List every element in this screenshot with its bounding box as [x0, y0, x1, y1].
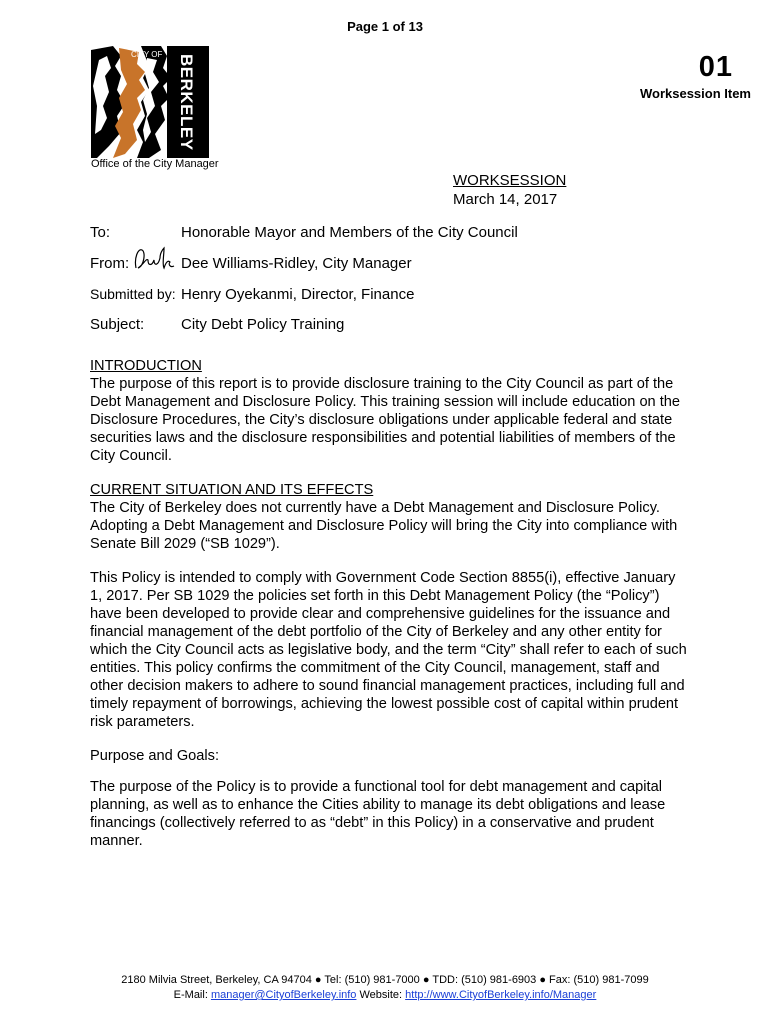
purpose-heading: Purpose and Goals:	[90, 748, 219, 764]
logo-text-main: BERKELEY	[177, 54, 196, 151]
to-label: To:	[90, 224, 111, 241]
email-link[interactable]: manager@CityofBerkeley.info	[210, 989, 357, 1001]
footer-address: 2180 Milvia Street, Berkeley, CA 94704 ● Tel: (510) 981-7000 ● TDD: (510) 981-6903 ● Fax: (510) 981-7099	[121, 974, 649, 986]
current-situation-heading: CURRENT SITUATION AND ITS EFFECTS	[90, 482, 374, 498]
introduction-heading: INTRODUCTION	[90, 358, 202, 374]
to-value: Honorable Mayor and Members of the City Council	[181, 224, 518, 241]
from-value: Dee Williams-Ridley, City Manager	[181, 255, 412, 272]
from-label: From:	[90, 255, 130, 272]
submitted-by-value: Henry Oyekanmi, Director, Finance	[181, 286, 415, 303]
city-of-berkeley-logo	[91, 46, 209, 158]
page-indicator: Page 1 of 13	[347, 19, 423, 34]
email-label: E-Mail:	[173, 989, 208, 1001]
item-number: 01	[698, 51, 733, 83]
logo-text-top: CITY OF	[131, 50, 163, 59]
introduction-text: The purpose of this report is to provide disclosure training to the City Council as part of the Debt Management and Disclosure Policy. This training session will include education on the Disclosure Procedures, the City’s disclosure obligations under applicable federal and state securities laws and the disclosure responsibilities and potential liabilities of members of the City Council.	[90, 376, 681, 464]
policy-paragraph: This Policy is intended to comply with Government Code Section 8855(i), effective January 1, 2017. Per SB 1029 the policies set forth in this Debt Management Policy (the “Policy”) have been developed to provide clear and comprehensive guidelines for the issuance and financial management of the debt portfolio of the City of Berkeley and any other entity for which the City Council acts as legislative body, and the term “City” shall refer to each of such entities. This policy confirms the commitment of the City Council, management, staff and other decision makers to adhere to sound financial management practices, including full and timely repayment of borrowings, achieving the lowest possible cost of capital within prudent risk parameters.	[90, 570, 687, 730]
purpose-text: The purpose of the Policy is to provide a functional tool for debt management and capital planning, as well as to enhance the Cities ability to manage its debt obligations and lease financings (collectively referred to as “debt” in this Policy) in a conservative and prudent manner.	[90, 779, 666, 849]
website-label: Website:	[359, 989, 403, 1001]
footer	[0, 973, 770, 1003]
submitted-by-label: Submitted by:	[90, 286, 176, 302]
subject-label: Subject:	[90, 316, 145, 333]
current-situation-text: The City of Berkeley does not currently have a Debt Management and Disclosure Policy. Adopting a Debt Management and Disclosure Policy will bring the City into compliance with Senate Bill 2029 (“SB 1029”).	[90, 500, 678, 552]
subject-value: City Debt Policy Training	[181, 316, 345, 333]
office-name: Office of the City Manager	[91, 158, 219, 170]
session-title: WORKSESSION	[453, 172, 567, 189]
report-body	[90, 357, 688, 866]
item-label: Worksession Item	[639, 86, 751, 101]
footer-contact-line	[0, 988, 770, 1003]
handwritten-initials-signature	[132, 244, 184, 274]
session-date: March 14, 2017	[453, 191, 558, 208]
website-link[interactable]: http://www.CityofBerkeley.info/Manager	[405, 989, 597, 1001]
